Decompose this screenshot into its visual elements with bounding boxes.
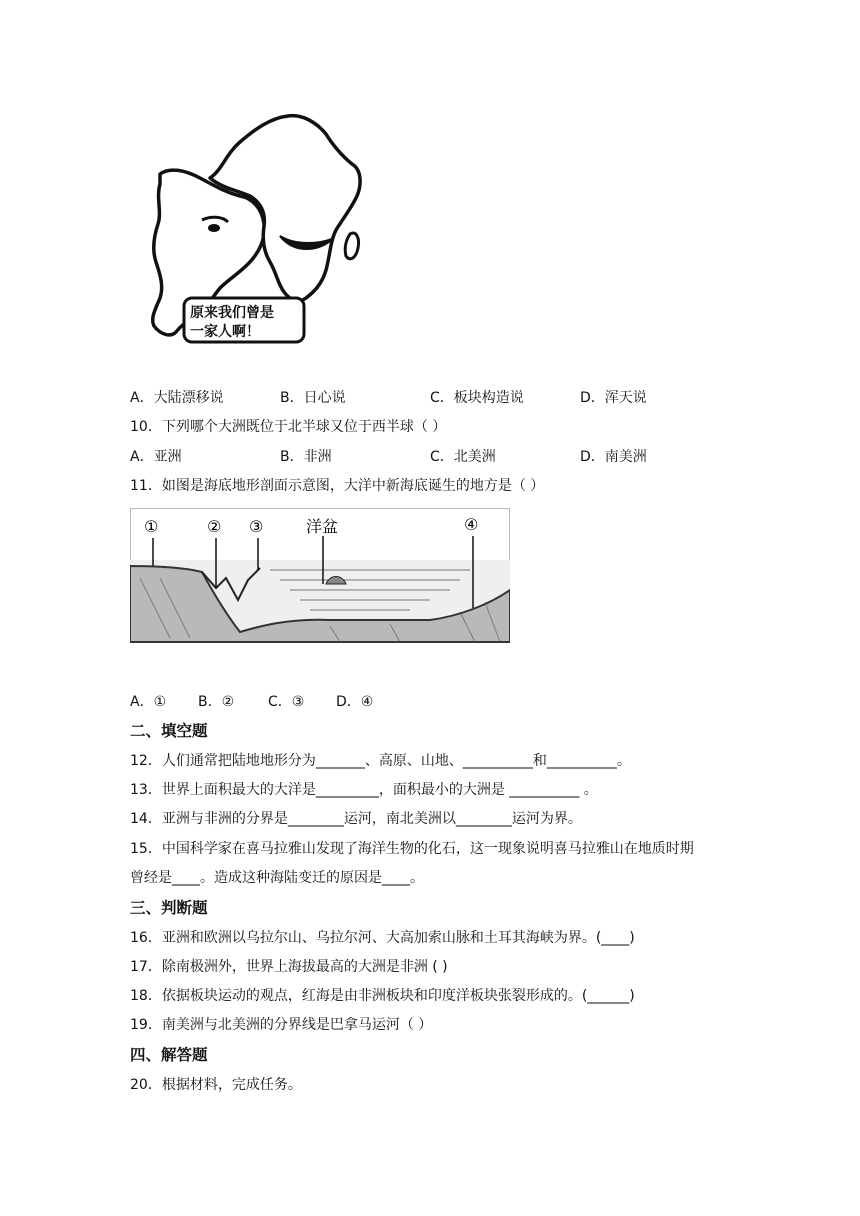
q13: 13．世界上面积最大的大洋是_________，面积最小的大洲是 __________ 。 [130,782,598,798]
q9-option-c[interactable]: C．板块构造说 [430,390,524,406]
q15-line-1: 15．中国科学家在喜马拉雅山发现了海洋生物的化石，这一现象说明喜马拉雅山在地质时期 [130,841,694,857]
label-ocean-basin: 洋盆 [306,517,339,536]
q10-option-b[interactable]: B．非洲 [280,449,332,465]
speech-line-2: 一家人啊！ [190,324,260,340]
q9-option-a[interactable]: A．大陆漂移说 [130,390,224,406]
marker-2: ② [207,517,222,536]
q15-line-2: 曾经是____。造成这种海陆变迁的原因是____。 [130,870,424,886]
madagascar-shape [345,233,358,259]
q11-option-d[interactable]: D．④ [336,694,374,710]
q18: 18．依据板块运动的观点，红海是由非洲板块和印度洋板块张裂形成的。(______) [130,988,635,1004]
section-2-title: 二、填空题 [130,722,208,740]
section-3-title: 三、判断题 [130,899,208,917]
q10-option-d[interactable]: D．南美洲 [580,449,647,465]
q20: 20．根据材料，完成任务。 [130,1077,302,1093]
marker-4: ④ [464,515,479,534]
q11-stem: 11．如图是海底地形剖面示意图，大洋中新海底诞生的地方是（ ） [130,478,545,494]
q12: 12．人们通常把陆地地形分为_______、高原、山地、__________和__________。 [130,753,631,769]
marker-3: ③ [249,517,264,536]
q11-option-b[interactable]: B．② [198,694,235,710]
q14: 14．亚洲与非洲的分界是________运河，南北美洲以________运河为界。 [130,811,582,827]
speech-line-1: 原来我们曾是 [190,305,274,321]
q19: 19．南美洲与北美洲的分界线是巴拿马运河（ ） [130,1017,433,1033]
q11-option-a[interactable]: A．① [130,694,167,710]
seabed-profile-figure [130,508,510,643]
q10-stem: 10．下列哪个大洲既位于北半球又位于西半球（ ） [130,419,447,435]
q9-option-d[interactable]: D．浑天说 [580,390,647,406]
q11-option-c[interactable]: C．③ [268,694,305,710]
eye-pupil [208,224,220,232]
marker-1: ① [144,517,159,536]
q17: 17．除南极洲外，世界上海拔最高的大洲是非洲 ( ) [130,959,448,975]
q10-option-a[interactable]: A．亚洲 [130,449,182,465]
q10-option-c[interactable]: C．北美洲 [430,449,496,465]
q9-option-b[interactable]: B．日心说 [280,390,346,406]
continental-drift-figure [130,112,365,352]
q16: 16．亚洲和欧洲以乌拉尔山、乌拉尔河、大高加索山脉和土耳其海峡为界。(____) [130,930,635,946]
section-4-title: 四、解答题 [130,1046,208,1064]
